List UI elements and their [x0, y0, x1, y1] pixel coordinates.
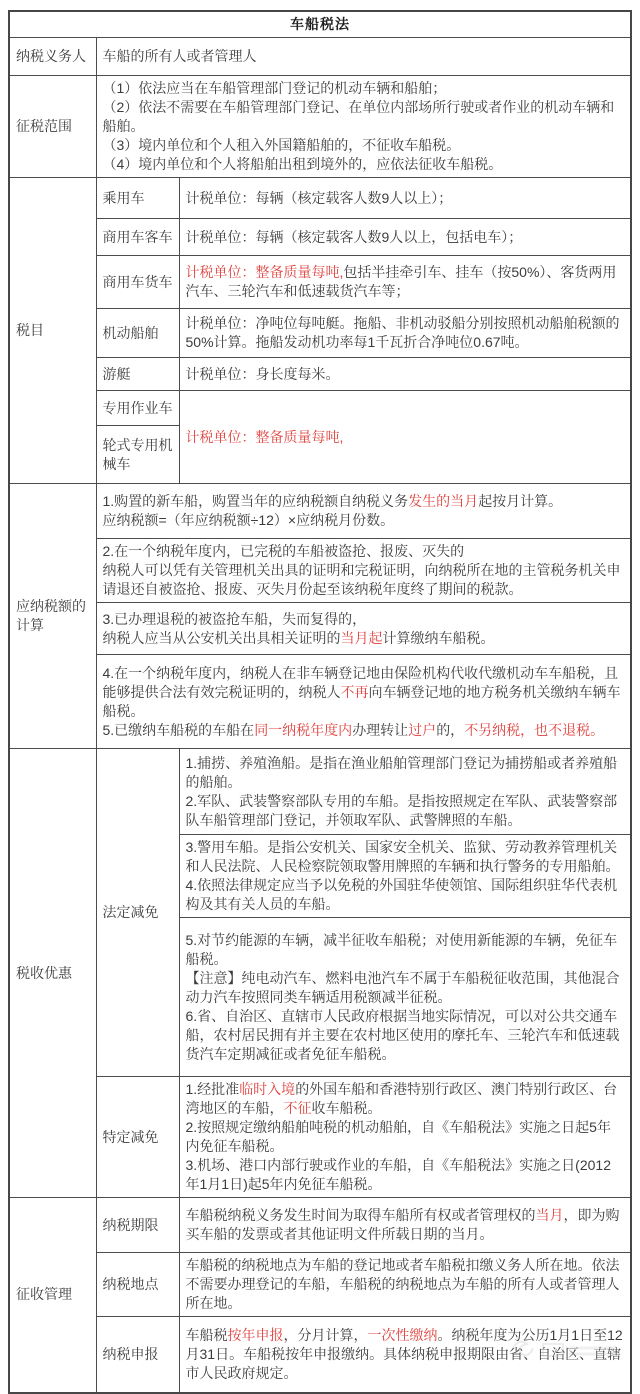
- calculation-rule: [96, 655, 631, 749]
- table-row: [9, 484, 631, 539]
- tax-item-name: 乘用车: [96, 178, 179, 219]
- tax-item-content-merged: [179, 391, 631, 484]
- highlighted-text: 当月起: [340, 629, 383, 646]
- table-row: [9, 358, 631, 391]
- text-segment: ，即为购买车船的发票或者其他证明文件所载日期的当月。: [185, 1207, 620, 1242]
- table-row: [9, 1317, 631, 1393]
- specific-relief-content: [179, 1077, 631, 1198]
- table-row: [9, 178, 631, 219]
- tax-items-label: 税目: [9, 178, 96, 484]
- text-segment: 车船的所有人或者管理人: [102, 48, 257, 64]
- tax-item-content: [179, 256, 631, 309]
- text-segment: （3）境内单位和个人租入外国籍船舶的，不征收车船税。: [102, 137, 461, 153]
- admin-row-name: 纳税地点: [96, 1253, 179, 1317]
- text-segment: 5.已缴纳车船税的车船在: [102, 721, 255, 738]
- text-segment: 3.已办理退税的被盗抢车船，失而复得的，: [102, 610, 367, 627]
- text-segment: 向车辆登记地的地方税务机关缴纳车辆车船税。: [102, 683, 621, 719]
- text-segment: ，分月计算，: [283, 1326, 368, 1343]
- incentives-label: 税收优惠: [9, 749, 96, 1198]
- table-row: [9, 309, 631, 358]
- scope-label: 征税范围: [9, 76, 96, 178]
- text-segment: 6.省、自治区、直辖市人民政府根据当地实际情况，可以对公共交通车船，农村居民拥有并主要在农村地区使用的摩托车、三轮汽车和低速载货汽车定期减征或者免征车船税。: [185, 1007, 620, 1062]
- highlighted-text: 计税单位：整备质量每吨,: [185, 264, 344, 280]
- text-segment: 车船税: [185, 1326, 228, 1343]
- table-row: [9, 603, 631, 655]
- taxpayer-label: 纳税义务人: [9, 38, 96, 76]
- highlighted-text: 不再: [340, 683, 369, 700]
- tax-item-content: [179, 309, 631, 358]
- text-segment: 2.在一个纳税年度内，已完税的车船被盗抢、报废、灭失的: [102, 543, 465, 559]
- highlighted-text: 计税单位：整备质量每吨,: [185, 428, 344, 445]
- calculation-label: 应纳税额的计算: [9, 484, 96, 749]
- text-segment: （1）依法应当在车船管理部门登记的机动车辆和船舶；: [102, 80, 447, 96]
- vehicle-vessel-tax-table: [8, 10, 632, 1394]
- scope-content: [96, 76, 631, 178]
- text-segment: 计税单位：每辆（核定载客人数9人以上）；: [185, 189, 453, 206]
- admin-row-content: [179, 1253, 631, 1317]
- table-row: [9, 1198, 631, 1253]
- tax-item-name: 轮式专用机械车: [96, 426, 179, 484]
- text-segment: 包括半挂牵引车、挂车（按50%）、客货两用汽车、三轮汽车和低速载货汽车等；: [185, 264, 617, 299]
- tax-item-name: 专用作业车: [96, 391, 179, 426]
- text-segment: 3.机场、港口内部行驶或作业的车船，自《车船税法》实施之日(2012年1月1日)起5年内免征车船税。: [185, 1157, 611, 1192]
- text-segment: 计算缴纳车船税。: [382, 629, 495, 646]
- admin-row-name: 纳税期限: [96, 1198, 179, 1253]
- text-segment: 4.依照法律规定应当予以免税的外国驻华使领馆、国际组织驻华代表机构及其有关人员的车船。: [185, 877, 618, 912]
- administration-label: 征收管理: [9, 1198, 96, 1393]
- table-row: [9, 539, 631, 603]
- text-segment: 收车船税。: [311, 1100, 382, 1116]
- tax-item-content: [179, 358, 631, 391]
- statutory-relief-content: [179, 918, 631, 1077]
- table-row: [9, 749, 631, 835]
- text-segment: 计税单位：每辆（核定载客人数9人以上，包括电车）；: [185, 228, 523, 245]
- text-segment: 的，: [436, 721, 465, 738]
- text-segment: 的外国车船和香港特别行政区、澳门特别行政区、台湾地区的车船，: [185, 1081, 618, 1116]
- highlighted-text: 不另纳税，也不退税。: [464, 721, 605, 738]
- tax-item-content: [179, 219, 631, 256]
- text-segment: 车船税纳税义务发生时间为取得车船所有权或者管理权的: [185, 1207, 536, 1223]
- highlighted-text: 当月: [535, 1207, 564, 1223]
- table-row: [9, 219, 631, 256]
- page-title: 车船税法: [9, 11, 631, 38]
- table-row: [9, 1077, 631, 1198]
- text-segment: 5.对节约能源的车辆，减半征收车船税；对使用新能源的车辆，免征车船税。: [185, 931, 618, 967]
- text-segment: 1.购置的新车船，购置当年的应纳税额自纳税义务: [102, 493, 409, 509]
- title-row: [9, 11, 631, 38]
- highlighted-text: 发生的当月: [408, 493, 479, 509]
- specific-relief-label: 特定减免: [96, 1077, 179, 1198]
- text-segment: 2.按照规定缴纳船舶吨税的机动船舶，自《车船税法》实施之日起5年内免征车船税。: [185, 1119, 611, 1154]
- text-segment: 计税单位：净吨位每吨艇。拖船、非机动驳船分别按照机动船舶税额的50%计算。拖船发动机功率每1千瓦折合净吨位0.67吨。: [185, 315, 620, 350]
- text-segment: （4）境内单位和个人将船舶出租到境外的，应依法征收车船税。: [102, 156, 503, 172]
- text-segment: 2.军队、武装警察部队专用的车船。是指按照规定在军队、武装警察部队车船管理部门登记，并领取军队、武警牌照的车船。: [185, 792, 618, 828]
- table-row: [9, 1253, 631, 1317]
- calculation-rule: [96, 539, 631, 603]
- text-segment: 纳税人可以凭有关管理机关出具的证明和完税证明，向纳税所在地的主管税务机关申请退还自被盗抢、报废、灭失月份起至该纳税年度终了期间的税款。: [102, 562, 621, 597]
- tax-item-name: 商用车客车: [96, 219, 179, 256]
- table-row: [9, 38, 631, 76]
- highlighted-text: 过户: [408, 721, 437, 738]
- calculation-rule: [96, 484, 631, 539]
- text-segment: 1.捕捞、养殖渔船。是指在渔业船舶管理部门登记为捕捞船或者养殖船的船舶。: [185, 754, 618, 790]
- highlighted-text: 不征: [283, 1100, 312, 1116]
- text-segment: 办理转让: [352, 721, 409, 738]
- table-row: [9, 391, 631, 426]
- text-segment: 应纳税额=（年应纳税额÷12）×应纳税月份数。: [102, 512, 395, 528]
- highlighted-text: 按年申报: [227, 1326, 284, 1343]
- statutory-relief-content: [179, 835, 631, 918]
- tax-item-content: [179, 178, 631, 219]
- text-segment: 。纳税年度为公历1月1日至12月31日。车船税按年申报缴纳。具体纳税申报期限由省、自治区、直辖市人民政府规定。: [185, 1326, 623, 1381]
- text-segment: 1.经批准: [185, 1081, 240, 1097]
- statutory-relief-label: 法定减免: [96, 749, 179, 1077]
- admin-row-name: 纳税申报: [96, 1317, 179, 1393]
- text-segment: 纳税人应当从公安机关出具相关证明的: [102, 629, 341, 646]
- text-segment: （2）依法不需要在车船管理部门登记、在单位内部场所行驶或者作业的机动车辆和船舶。: [102, 99, 615, 134]
- text-segment: 4.在一个纳税年度内，纳税人在非车辆登记地由保险机构代收代缴机动车车船税，且能够提供合法有效完税证明的，纳税人: [102, 664, 619, 700]
- tax-law-sheet: [8, 10, 632, 1394]
- tax-item-name: 游艇: [96, 358, 179, 391]
- statutory-relief-content: [179, 749, 631, 835]
- tax-item-name: 商用车货车: [96, 256, 179, 309]
- tax-item-name: 机动船舶: [96, 309, 179, 358]
- text-segment: 3.警用车船。是指公安机关、国家安全机关、监狱、劳动教养管理机关和人民法院、人民检察院领取警用牌照的车辆和执行警务的专用船舶。: [185, 839, 620, 874]
- text-segment: 车船税的纳税地点为车船的登记地或者车船税扣缴义务人所在地。依法不需要办理登记的车船，车船税的纳税地点为车船的所有人或者管理人所在地。: [185, 1257, 620, 1311]
- table-row: [9, 655, 631, 749]
- admin-row-content: [179, 1317, 631, 1393]
- highlighted-text: 一次性缴纳: [367, 1326, 438, 1343]
- highlighted-text: 同一纳税年度内: [254, 721, 353, 738]
- table-row: [9, 256, 631, 309]
- calculation-rule: [96, 603, 631, 655]
- taxpayer-content: [96, 38, 631, 76]
- admin-row-content: [179, 1198, 631, 1253]
- text-segment: 起按月计算。: [478, 493, 563, 509]
- text-segment: 计税单位：身长度每米。: [185, 365, 340, 382]
- text-segment: 【注意】纯电动汽车、燃料电池汽车不属于车船税征收范围，其他混合动力汽车按照同类车辆适用税额减半征税。: [185, 969, 620, 1005]
- table-row: [9, 76, 631, 178]
- highlighted-text: 临时入境: [239, 1081, 296, 1097]
